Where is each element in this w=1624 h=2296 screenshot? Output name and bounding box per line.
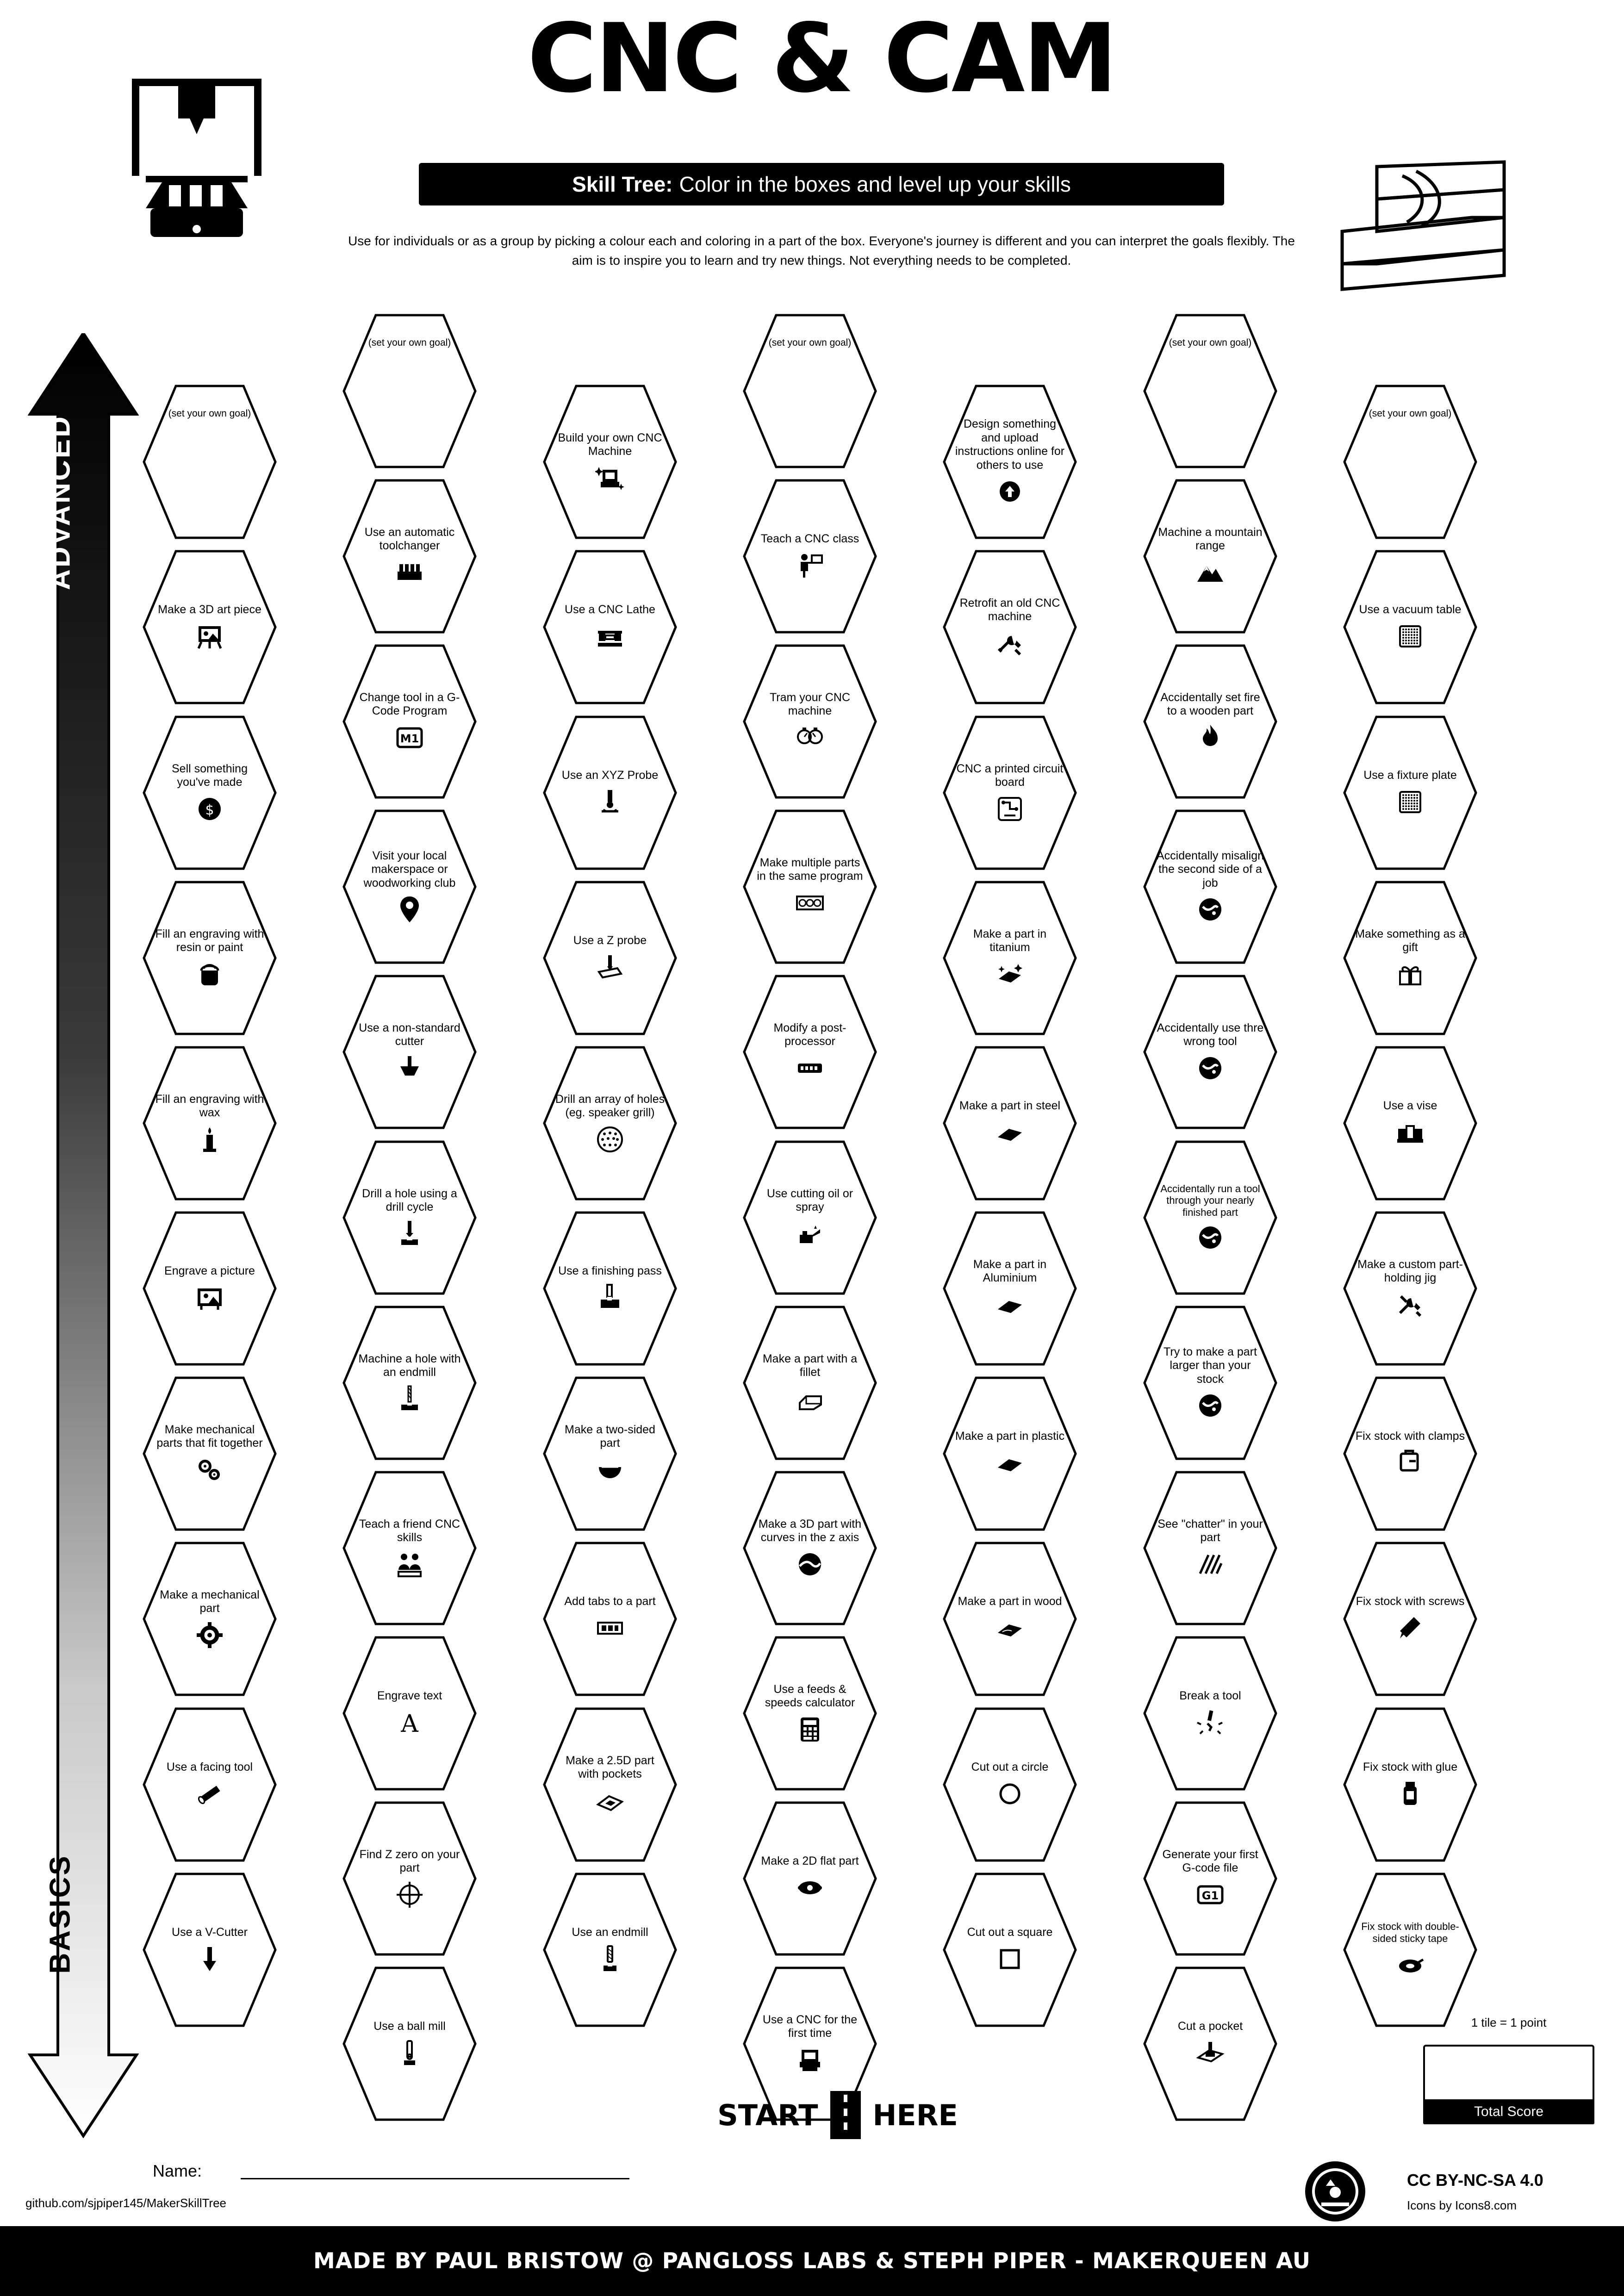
skill-tile-label: Break a tool	[1179, 1689, 1241, 1703]
cnc-machine-icon	[795, 2045, 825, 2075]
candle-icon	[195, 1125, 224, 1154]
finishing-pass-icon	[595, 1283, 625, 1313]
hex-outline	[142, 384, 277, 540]
multi-parts-icon	[795, 888, 825, 918]
skill-tile-label: Use a Z probe	[573, 934, 647, 947]
skill-tile-c2-endmillhole[interactable]	[342, 1305, 477, 1461]
screw-icon	[1395, 1613, 1425, 1643]
page-title: CNC & CAM	[527, 4, 1116, 114]
skill-tile-c3-twoside[interactable]	[542, 1376, 678, 1531]
hex-outline	[742, 1470, 877, 1626]
skill-tile-c2-atc[interactable]	[342, 479, 477, 634]
hex-outline	[342, 644, 477, 799]
score-note: 1 tile = 1 point	[1471, 2016, 1547, 2029]
crosshair-icon	[395, 1880, 424, 1910]
presenter-icon	[795, 551, 825, 580]
skill-tile-label: Drill an array of holes (eg. speaker grill)	[555, 1092, 665, 1119]
skill-tile-c6-chatter[interactable]	[1143, 1470, 1278, 1626]
skill-tile-label: Accidentally set fire to a wooden part	[1160, 691, 1260, 717]
skill-tile-label: Modify a post-processor	[773, 1021, 846, 1048]
xyz-probe-icon	[595, 787, 625, 817]
skill-tile-c2-teachfriend[interactable]	[342, 1470, 477, 1626]
svg-text:A: A	[401, 1710, 418, 1737]
skill-tile-label: Make a 2D flat part	[761, 1854, 859, 1868]
skill-tile-c7-gift[interactable]	[1343, 880, 1478, 1036]
skill-tile-c1-facing[interactable]	[142, 1707, 277, 1862]
tape-icon	[1395, 1949, 1425, 1979]
dovetail-cutter-icon	[395, 1053, 424, 1083]
vise-icon	[1395, 1118, 1425, 1147]
pcb-icon	[995, 794, 1025, 824]
start-label: START	[717, 2098, 818, 2132]
dial-gauges-icon	[795, 723, 825, 753]
hex-outline	[1343, 384, 1478, 540]
skill-tile-c5-wood[interactable]	[942, 1541, 1077, 1697]
skill-tile-c6-larger[interactable]	[1143, 1305, 1278, 1461]
letter-a-icon	[395, 1708, 424, 1737]
skill-tile-c4-3dcurve[interactable]	[742, 1470, 877, 1626]
skill-tile-label: Use a CNC Lathe	[565, 603, 655, 616]
skill-tile-label: Use cutting oil or spray	[766, 1187, 853, 1213]
icons-credit: Icons by Icons8.com	[1407, 2198, 1517, 2212]
skill-tile-label: Engrave text	[377, 1689, 442, 1703]
skill-tile-c2-goal[interactable]	[342, 313, 477, 469]
square-icon	[995, 1944, 1025, 1974]
skill-tile-c1-resin[interactable]	[142, 880, 277, 1036]
g1-code-icon	[1195, 1880, 1225, 1910]
skill-tile-c7-goal[interactable]	[1343, 384, 1478, 540]
skill-tile-c3-finish[interactable]	[542, 1211, 678, 1366]
v-cutter-icon	[195, 1944, 224, 1974]
skill-tile-c4-goal[interactable]	[742, 313, 877, 469]
skill-tile-c1-wax[interactable]	[142, 1045, 277, 1201]
skill-tile-label: Make a part with a fillet	[762, 1352, 858, 1379]
vacuum-table-icon	[1395, 622, 1425, 651]
skill-tile-c3-xyz[interactable]	[542, 715, 678, 871]
hex-outline	[1143, 479, 1278, 634]
name-input-line[interactable]	[241, 2178, 629, 2179]
skill-tile-c2-zzero[interactable]	[342, 1801, 477, 1956]
skill-tile-label: Make a part in Aluminium	[973, 1257, 1047, 1284]
skill-tile-label: Make a two-sided part	[565, 1423, 655, 1450]
hex-outline	[1343, 880, 1478, 1036]
two-gears-icon	[195, 1455, 224, 1485]
road-icon	[830, 2091, 861, 2139]
skill-tile-c2-nonstd[interactable]	[342, 974, 477, 1130]
skill-tile-c3-lathe[interactable]	[542, 549, 678, 705]
skill-tile-c3-build[interactable]	[542, 384, 678, 540]
skill-tile-c1-mechfit[interactable]	[142, 1376, 277, 1531]
skill-tile-label: Design something and upload instructions online for others to use	[955, 417, 1065, 472]
skill-tile-c4-multi[interactable]	[742, 809, 877, 964]
skill-tile-label: Fix stock with clamps	[1355, 1430, 1465, 1443]
intro-paragraph: Use for individuals or as a group by picking a colour each and coloring in a part of the box. Everyone's journey is different and you can interpret the goals flexibly. The aim is to inspire you to learn and try new things. Not everything needs to be completed.	[348, 234, 1295, 268]
facing-tool-icon	[195, 1779, 224, 1809]
hex-outline	[142, 1045, 277, 1201]
skill-tile-label: Machine a hole with an endmill	[358, 1352, 461, 1379]
credit-bar: MADE BY PAUL BRISTOW @ PANGLOSS LABS & STEPH PIPER - MAKERQUEEN AU	[0, 2226, 1624, 2296]
hex-outline	[342, 1305, 477, 1461]
skill-tile-label: Make a custom part-holding jig	[1357, 1257, 1463, 1284]
subtitle-rest: Color in the boxes and level up your skills	[679, 172, 1071, 196]
skill-tile-label: Use a vacuum table	[1359, 603, 1462, 616]
skill-tile-c3-drillarray[interactable]	[542, 1045, 678, 1201]
skill-tile-label: Retrofit an old CNC machine	[959, 596, 1060, 623]
skill-tile-c3-25d[interactable]	[542, 1707, 678, 1862]
skill-tile-c4-postproc[interactable]	[742, 974, 877, 1130]
hex-outline	[1143, 644, 1278, 799]
hex-outline	[142, 880, 277, 1036]
skill-tile-label: Use a vise	[1383, 1099, 1437, 1113]
mountain-icon	[1195, 558, 1225, 587]
skill-tile-c6-pocket[interactable]	[1143, 1966, 1278, 2122]
post-processor-icon	[795, 1053, 825, 1083]
skill-tile-label: CNC a printed circuit board	[956, 762, 1064, 789]
art-easel-icon	[195, 622, 224, 651]
hex-outline	[942, 1211, 1077, 1366]
github-link[interactable]: github.com/sjpiper145/MakerSkillTree	[25, 2196, 227, 2210]
skill-tile-label: Make a 3D art piece	[158, 603, 261, 616]
skill-tile-label: Fill an engraving with resin or paint	[155, 927, 264, 954]
skill-tile-label: Accidentally use thre wrong tool	[1157, 1021, 1264, 1048]
map-pin-icon	[395, 895, 424, 924]
hex-outline	[142, 715, 277, 871]
hex-outline	[542, 1376, 678, 1531]
skill-tile-label: Use a facing tool	[166, 1761, 253, 1774]
skill-tile-label: Use a feeds & speeds calculator	[765, 1682, 855, 1709]
skill-tile-c6-runtool[interactable]	[1143, 1140, 1278, 1295]
gift-icon	[1395, 959, 1425, 989]
license-text: CC BY-NC-SA 4.0	[1407, 2171, 1543, 2190]
broken-tool-icon	[1195, 1708, 1225, 1737]
skill-tile-label: Teach a CNC class	[760, 532, 859, 546]
skill-tile-c6-gcode[interactable]	[1143, 1801, 1278, 1956]
drill-hole-icon	[395, 1219, 424, 1249]
hex-outline	[742, 313, 877, 469]
skill-tile-c6-wrongtool[interactable]	[1143, 974, 1278, 1130]
skill-tile-label: (set your own goal)	[368, 337, 451, 348]
skill-tile-label: Try to make a part larger than your stock	[1164, 1345, 1257, 1386]
chatter-icon	[1195, 1549, 1225, 1579]
pocket-cut-icon	[1195, 2038, 1225, 2068]
skill-tile-c5-retrofit[interactable]	[942, 549, 1077, 705]
skill-tile-c4-fillet[interactable]	[742, 1305, 877, 1461]
lathe-icon	[595, 622, 625, 651]
skill-tile-c3-tabs[interactable]	[542, 1541, 678, 1697]
hex-outline	[342, 974, 477, 1130]
skill-tile-label: (set your own goal)	[168, 408, 251, 419]
skill-tile-label: Accidentally run a tool through your nearly finished part	[1160, 1182, 1260, 1218]
hex-outline	[742, 809, 877, 964]
aluminium-bar-icon	[995, 1290, 1025, 1319]
skill-tile-label: (set your own goal)	[768, 337, 852, 348]
skill-tile-label: Make a part in titanium	[973, 927, 1047, 954]
score-label: Total Score	[1423, 2099, 1594, 2124]
skill-tile-c4-oil[interactable]	[742, 1140, 877, 1295]
cnc-sparkle-icon	[595, 463, 625, 493]
skill-tile-c2-drillcycle[interactable]	[342, 1140, 477, 1295]
endmill-icon	[595, 1944, 625, 1974]
skill-tile-c5-circle[interactable]	[942, 1707, 1077, 1862]
skill-tile-c1-vcut[interactable]	[142, 1872, 277, 2028]
skill-tile-c5-plastic[interactable]	[942, 1376, 1077, 1531]
skill-tile-c5-pcb[interactable]	[942, 715, 1077, 871]
hole-array-icon	[595, 1125, 625, 1154]
start-here-marker	[662, 2087, 1014, 2143]
hex-outline	[1143, 974, 1278, 1130]
oil-can-icon	[795, 1219, 825, 1249]
skill-tile-c7-glue[interactable]	[1343, 1707, 1478, 1862]
svg-text:G1: G1	[1201, 1889, 1219, 1902]
skill-tile-label: Fill an engraving with wax	[155, 1092, 264, 1119]
hex-outline	[542, 1707, 678, 1862]
skill-tile-label: Make a 2.5D part with pockets	[566, 1754, 654, 1780]
skill-tile-label: Use a ball mill	[373, 2020, 446, 2033]
skill-tile-label: Cut out a square	[967, 1926, 1053, 1939]
hex-outline	[942, 549, 1077, 705]
total-score-box[interactable]	[1423, 2032, 1594, 2124]
glue-icon	[1395, 1779, 1425, 1809]
skill-tile-c6-misalign[interactable]	[1143, 809, 1278, 964]
skill-tile-label: Fix stock with glue	[1363, 1761, 1458, 1774]
facepalm-icon	[1195, 895, 1225, 924]
pocket-part-icon	[595, 1786, 625, 1816]
hex-outline	[142, 1376, 277, 1531]
hex-outline	[742, 1305, 877, 1461]
fillet-block-icon	[795, 1384, 825, 1414]
flat-part-icon	[795, 1873, 825, 1903]
skill-tile-label: Generate your first G-code file	[1162, 1848, 1258, 1874]
tabs-icon	[595, 1613, 625, 1643]
gear-icon	[195, 1620, 224, 1650]
fixture-plate-icon	[1395, 787, 1425, 817]
svg-text:M1: M1	[400, 732, 419, 745]
toolchanger-icon	[395, 558, 424, 587]
m1-code-icon	[395, 723, 424, 753]
teach-friend-icon	[395, 1549, 424, 1579]
z-probe-icon	[595, 952, 625, 982]
skill-tile-c4-teach[interactable]	[742, 479, 877, 634]
plastic-sheet-icon	[995, 1448, 1025, 1478]
steel-bar-icon	[995, 1118, 1025, 1147]
skill-tile-label: Use a V-Cutter	[172, 1926, 248, 1939]
skill-tile-label: Use an XYZ Probe	[561, 769, 659, 782]
skill-tile-label: Use a non-standard cutter	[359, 1021, 460, 1048]
axis-label-basics: BASICS	[44, 1854, 76, 1974]
hex-outline	[142, 1541, 277, 1697]
skill-tile-label: Make a part in steel	[959, 1099, 1061, 1113]
skill-tile-label: Use an automatic toolchanger	[364, 525, 455, 552]
skill-tile-c5-steel[interactable]	[942, 1045, 1077, 1201]
facepalm-icon	[1195, 1053, 1225, 1083]
skill-tile-c7-tape[interactable]	[1343, 1872, 1478, 2028]
hex-outline	[342, 1801, 477, 1956]
hex-outline	[1343, 1211, 1478, 1366]
facepalm-icon	[1195, 1391, 1225, 1420]
skill-tile-c7-clamps[interactable]	[1343, 1376, 1478, 1531]
skill-tile-label: Make a part in plastic	[955, 1430, 1065, 1443]
hex-outline	[1143, 313, 1278, 469]
skill-tile-c5-square[interactable]	[942, 1872, 1077, 2028]
upload-icon	[995, 477, 1025, 506]
skill-tile-label: See "chatter" in your part	[1157, 1517, 1263, 1544]
skill-tile-c1-mech[interactable]	[142, 1541, 277, 1697]
skill-tile-c4-feeds[interactable]	[742, 1636, 877, 1791]
bowl-icon	[595, 1455, 625, 1485]
hex-outline	[542, 1045, 678, 1201]
skill-tile-c6-fire[interactable]	[1143, 644, 1278, 799]
skill-tile-label: Add tabs to a part	[564, 1595, 656, 1608]
skill-tile-label: Tram your CNC machine	[769, 691, 851, 717]
hex-outline	[342, 479, 477, 634]
skill-tile-c5-titanium[interactable]	[942, 880, 1077, 1036]
clamp-icon	[1395, 1448, 1425, 1478]
hex-outline	[942, 880, 1077, 1036]
skill-tile-label: (set your own goal)	[1369, 408, 1452, 419]
hex-outline	[742, 974, 877, 1130]
hex-outline	[1143, 1801, 1278, 1956]
skill-tile-c3-zprobe[interactable]	[542, 880, 678, 1036]
skill-tile-c7-fixture[interactable]	[1343, 715, 1478, 871]
skill-tile-c5-alu[interactable]	[942, 1211, 1077, 1366]
skill-tile-label: (set your own goal)	[1169, 337, 1252, 348]
skill-tile-c7-vise[interactable]	[1343, 1045, 1478, 1201]
flame-icon	[1195, 723, 1225, 753]
skill-tile-c1-engpic[interactable]	[142, 1211, 277, 1366]
skill-tile-c7-jig[interactable]	[1343, 1211, 1478, 1366]
subtitle-bold: Skill Tree:	[572, 172, 673, 196]
skill-tile-c6-goal[interactable]	[1143, 313, 1278, 469]
skill-tile-label: Visit your local makerspace or woodworking club	[363, 849, 456, 890]
hex-outline	[342, 313, 477, 469]
hex-outline	[742, 1140, 877, 1295]
skill-tile-label: Teach a friend CNC skills	[359, 1517, 460, 1544]
skill-tile-c6-mountain[interactable]	[1143, 479, 1278, 634]
skill-tile-label: Use a finishing pass	[558, 1264, 662, 1278]
skill-tile-label: Make a mechanical part	[160, 1588, 260, 1615]
hex-outline	[742, 644, 877, 799]
titanium-bar-icon	[995, 959, 1025, 989]
axis-label-advanced: ADVANCED	[44, 415, 76, 590]
skill-tile-c5-upload[interactable]	[942, 384, 1077, 540]
skill-tile-c1-goal[interactable]	[142, 384, 277, 540]
skill-tile-label: Use a CNC for the first time	[762, 2013, 858, 2040]
hex-outline	[342, 1140, 477, 1295]
skill-tile-label: Make something as a gift	[1355, 927, 1465, 954]
cc-badge-icon	[1305, 2161, 1365, 2221]
skill-tile-c2-ballmill[interactable]	[342, 1966, 477, 2122]
circle-icon	[995, 1779, 1025, 1809]
endmill-hole-icon	[395, 1384, 424, 1414]
skill-tile-c3-endmill[interactable]	[542, 1872, 678, 2028]
skill-tile-label: Find Z zero on your part	[359, 1848, 460, 1874]
hex-outline	[942, 715, 1077, 871]
skill-tile-label: Cut a pocket	[1177, 2020, 1243, 2033]
dollar-coin-icon	[195, 794, 224, 824]
svg-text:$: $	[205, 802, 214, 818]
skill-tile-label: Fix stock with screws	[1356, 1595, 1465, 1608]
skill-tile-label: Make mechanical parts that fit together	[156, 1423, 263, 1450]
ball-mill-icon	[395, 2038, 424, 2068]
name-label: Name:	[153, 2161, 202, 2180]
skill-tile-label: Accidentally misalign the second side of a job	[1156, 849, 1264, 890]
skill-tile-c6-breaktool[interactable]	[1143, 1636, 1278, 1791]
tools-icon	[995, 628, 1025, 658]
skill-tile-label: Build your own CNC Machine	[558, 431, 662, 458]
skill-tile-c2-engtext[interactable]	[342, 1636, 477, 1791]
skill-tile-label: Cut out a circle	[971, 1761, 1049, 1774]
paint-bucket-icon	[195, 959, 224, 989]
skill-tile-label: Fix stock with double-sided sticky tape	[1361, 1921, 1459, 1944]
skill-tile-label: Sell something you've made	[172, 762, 248, 789]
skill-tile-label: Engrave a picture	[164, 1264, 255, 1278]
skill-tile-label: Use a fixture plate	[1363, 769, 1457, 782]
here-label: HERE	[872, 2098, 958, 2132]
skill-tile-label: Machine a mountain range	[1158, 525, 1263, 552]
skill-tile-c7-screws[interactable]	[1343, 1541, 1478, 1697]
3d-curve-icon	[795, 1549, 825, 1579]
hex-outline	[742, 1636, 877, 1791]
hex-outline	[542, 384, 678, 540]
skill-tile-label: Drill a hole using a drill cycle	[362, 1187, 457, 1213]
skill-tile-c2-maker[interactable]	[342, 809, 477, 964]
skill-tile-label: Make multiple parts in the same program	[757, 856, 863, 883]
jig-tools-icon	[1395, 1290, 1425, 1319]
skill-tile-label: Change tool in a G-Code Program	[359, 691, 460, 717]
skill-tile-c7-vactable[interactable]	[1343, 549, 1478, 705]
picture-frame-icon	[195, 1283, 224, 1313]
skill-tile-label: Make a 3D part with curves in the z axis	[758, 1517, 862, 1544]
skill-tile-c4-tram[interactable]	[742, 644, 877, 799]
calculator-icon	[795, 1715, 825, 1744]
skill-tile-label: Use an endmill	[572, 1926, 648, 1939]
hex-outline	[342, 1470, 477, 1626]
skill-tile-c2-m1[interactable]	[342, 644, 477, 799]
hex-outline	[1143, 1470, 1278, 1626]
skill-tile-c4-2d[interactable]	[742, 1801, 877, 1956]
skill-tile-label: Make a part in wood	[958, 1595, 1062, 1608]
facepalm-icon	[1195, 1223, 1225, 1252]
wood-plank-icon	[995, 1613, 1025, 1643]
skill-tile-c1-sell[interactable]	[142, 715, 277, 871]
skill-tile-c1-3dart[interactable]	[142, 549, 277, 705]
